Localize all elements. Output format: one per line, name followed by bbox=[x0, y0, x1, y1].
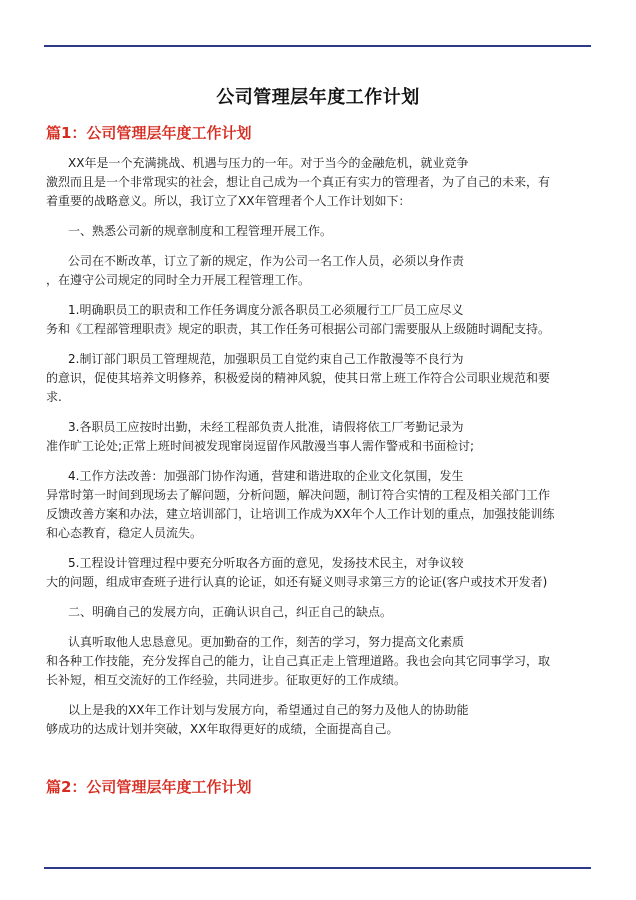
top-rule bbox=[44, 45, 591, 47]
paragraph-line: 大的问题，组成审查班子进行认真的论证，如还有疑义则寻求第三方的论证(客户或技术开发者) bbox=[46, 575, 548, 589]
paragraph-line: 二、明确自己的发展方向，正确认识自己，纠正自己的缺点。 bbox=[68, 605, 393, 619]
paragraph-line: 1.明确职员工的职责和工作任务调度分派各职员工必须履行工厂员工应尽义 bbox=[68, 303, 464, 317]
paragraph-line: 的意识，促使其培养文明修养，积极爱岗的精神风貌，使其日常上班工作符合公司职业规范和要 bbox=[46, 371, 551, 385]
paragraph bbox=[46, 467, 591, 543]
paragraph bbox=[46, 603, 591, 622]
document-body bbox=[46, 154, 591, 750]
paragraph-line: 4.工作方法改善：加强部门协作沟通，营建和谐进取的企业文化氛围，发生 bbox=[68, 469, 464, 483]
paragraph-line: 够成功的达成计划并突破，XX年取得更好的成绩，全面提高自己。 bbox=[46, 722, 399, 736]
paragraph bbox=[46, 633, 591, 690]
section-heading-1: 篇1：公司管理层年度工作计划 bbox=[46, 124, 252, 142]
bottom-rule bbox=[44, 867, 591, 869]
paragraph bbox=[46, 301, 591, 339]
paragraph bbox=[46, 418, 591, 456]
paragraph-line: 认真听取他人忠恳意见。更加勤奋的工作，刻苦的学习，努力提高文化素质 bbox=[68, 635, 465, 649]
paragraph-line: 和各种工作技能，充分发挥自己的能力，让自己真正走上管理道路。我也会向其它同事学习，取 bbox=[46, 654, 551, 668]
paragraph bbox=[46, 350, 591, 407]
paragraph-line: 一、熟悉公司新的规章制度和工程管理开展工作。 bbox=[68, 224, 333, 238]
paragraph-line: 准作旷工论处;正常上班时间被发现窜岗逗留作风散漫当事人需作警戒和书面检讨; bbox=[46, 439, 475, 453]
paragraph-line: 5.工程设计管理过程中要充分听取各方面的意见，发扬技术民主，对争议较 bbox=[68, 556, 464, 570]
paragraph bbox=[46, 252, 591, 290]
paragraph-line: 长补短，相互交流好的工作经验，共同进步。征取更好的工作成绩。 bbox=[46, 673, 407, 687]
paragraph-line: 反馈改善方案和办法，建立培训部门，让培训工作成为XX年个人工作计划的重点，加强技能训练 bbox=[46, 507, 555, 521]
paragraph-line: 激烈而且是一个非常现实的社会，想让自己成为一个真正有实力的管理者，为了自己的未来，有 bbox=[46, 175, 551, 189]
paragraph bbox=[46, 222, 591, 241]
paragraph-line: 公司在不断改革，订立了新的规定，作为公司一名工作人员，必须以身作责 bbox=[68, 254, 465, 268]
paragraph-line: XX年是一个充满挑战、机遇与压力的一年。对于当今的金融危机，就业竞争 bbox=[68, 156, 469, 170]
paragraph-line: 以上是我的XX年工作计划与发展方向，希望通过自己的努力及他人的协助能 bbox=[68, 703, 469, 717]
paragraph-line: 着重要的战略意义。所以，我订立了XX年管理者个人工作计划如下： bbox=[46, 194, 411, 208]
paragraph bbox=[46, 554, 591, 592]
paragraph-line: 和心态教育，稳定人员流失。 bbox=[46, 526, 203, 540]
paragraph-line: ，在遵守公司规定的同时全力开展工程管理工作。 bbox=[46, 273, 311, 287]
paragraph-line: 异常时第一时间到现场去了解问题，分析问题，解决问题，制订符合实情的工程及相关部门工作 bbox=[46, 488, 551, 502]
paragraph-line: 2.制订部门职员工管理规范，加强职员工自觉约束自己工作散漫等不良行为 bbox=[68, 352, 464, 366]
paragraph-line: 务和《工程部管理职责》规定的职责，其工作任务可根据公司部门需要服从上级随时调配支持。 bbox=[46, 322, 551, 336]
paragraph bbox=[46, 701, 591, 739]
paragraph bbox=[46, 154, 591, 211]
paragraph-line: 3.各职员工应按时出勤，未经工程部负责人批准，请假将依工厂考勤记录为 bbox=[68, 420, 464, 434]
page-title: 公司管理层年度工作计划 bbox=[216, 87, 420, 108]
paragraph-line: 求. bbox=[46, 390, 62, 404]
section-heading-2: 篇2：公司管理层年度工作计划 bbox=[46, 778, 252, 796]
